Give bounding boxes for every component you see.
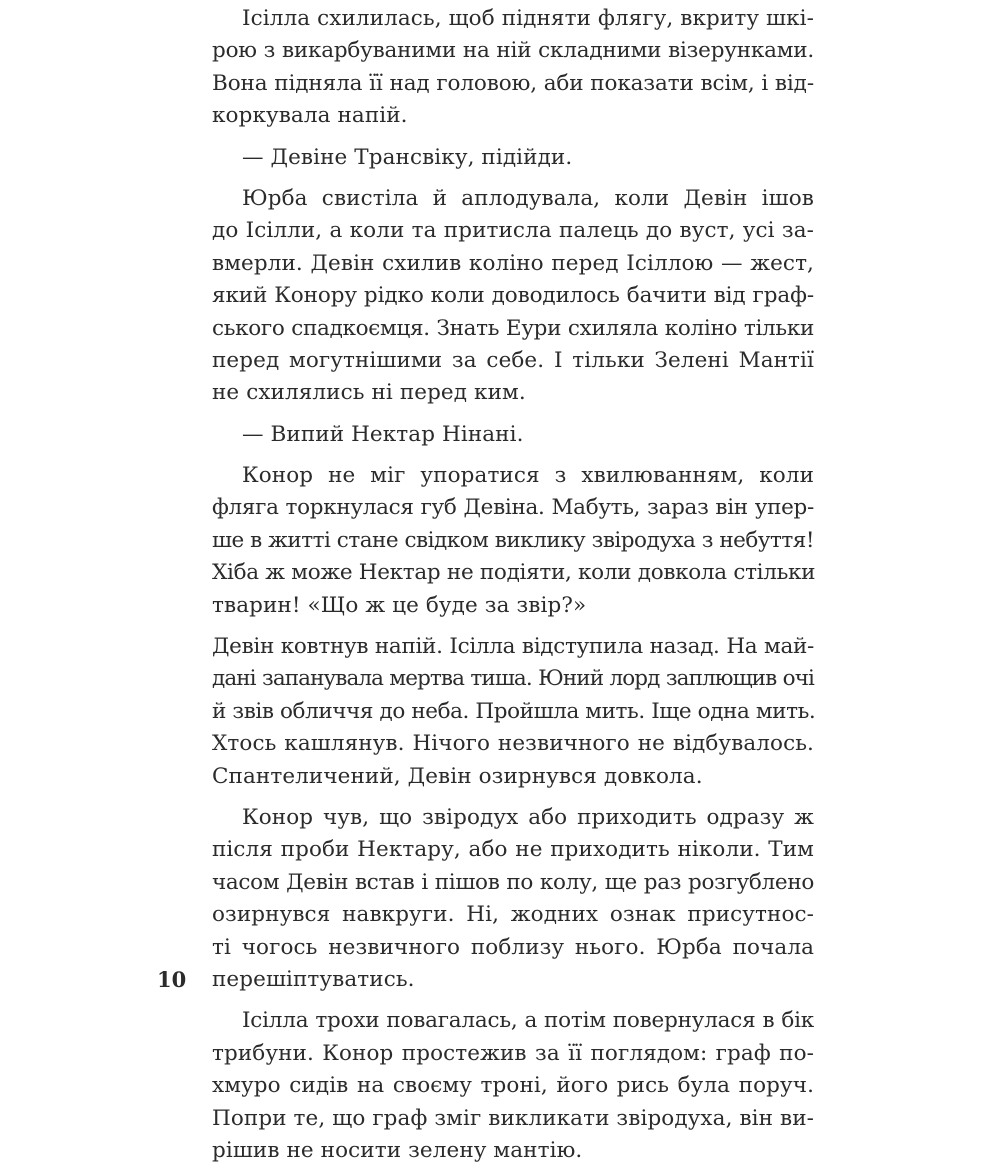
text-line: після проби Нектару, або не приходить ніколи. Тим bbox=[212, 837, 814, 863]
text-line: Попри те, що граф зміг викликати звіродуха, він ви- bbox=[212, 1105, 814, 1131]
text-line: Хтось кашлянув. Нічого незвичного не відбувалось. bbox=[212, 731, 814, 757]
text-line: який Конору рідко коли доводилось бачити від граф- bbox=[212, 283, 814, 309]
text-line: до Ісілли, а коли та притисла палець до вуст, усі за- bbox=[212, 218, 814, 244]
text-line: — Випий Нектар Нінані. bbox=[242, 421, 524, 447]
text-line: фляга торкнулася губ Девіна. Мабуть, зараз він упер- bbox=[212, 495, 814, 521]
text-line: Вона підняла її над головою, аби показати всім, і від- bbox=[212, 70, 814, 96]
body-text bbox=[212, 3, 814, 1167]
text-line: Конор чув, що звіродух або приходить одразу ж bbox=[242, 804, 814, 830]
text-line: перед могутнішими за себе. І тільки Зелені Мантії bbox=[212, 347, 814, 373]
text-line: коркувала напій. bbox=[212, 103, 408, 129]
text-line: — Девіне Трансвіку, підійди. bbox=[242, 144, 573, 170]
text-line: перешіптуватись. bbox=[212, 966, 415, 992]
text-line: вмерли. Девін схилив коліно перед Ісіллою — жест, bbox=[212, 250, 814, 276]
text-line: Ісілла трохи повагалась, а потім повернулася в бік bbox=[242, 1008, 814, 1034]
text-line: Девін ковтнув напій. Ісілла відступила назад. На май- bbox=[212, 634, 814, 660]
text-line: рою з викарбуваними на ній складними візерунками. bbox=[212, 38, 814, 64]
text-line: хмуро сидів на своєму троні, його рись була поруч. bbox=[212, 1073, 814, 1099]
text-line: Конор не міг упоратися з хвилюванням, коли bbox=[242, 463, 814, 489]
text-line: не схилялись ні перед ким. bbox=[212, 380, 526, 406]
text-line: ті чогось незвичного поблизу нього. Юрба почала bbox=[212, 934, 814, 960]
text-line: Ісілла схилилась, щоб підняти флягу, вкриту шкі- bbox=[242, 6, 814, 31]
text-line: часом Девін встав і пішов по колу, ще раз розгублено bbox=[212, 869, 814, 895]
text-line: трибуни. Конор простежив за її поглядом: граф по- bbox=[212, 1040, 814, 1066]
text-line: ше в житті стане свідком виклику звіродуха з небуття! bbox=[212, 527, 814, 553]
text-line: тварин! «Що ж це буде за звір?» bbox=[212, 592, 587, 618]
text-line: рішив не носити зелену мантію. bbox=[212, 1137, 583, 1163]
text-line: Спантеличений, Девін озирнувся довкола. bbox=[212, 763, 703, 789]
text-line: дані запанувала мертва тиша. Юний лорд заплющив очі bbox=[212, 666, 814, 692]
text-line: Хіба ж може Нектар не подіяти, коли довкола стільки bbox=[212, 560, 816, 586]
text-line: озирнувся навкруги. Ні, жодних ознак присутнос- bbox=[212, 902, 814, 928]
page-number: 10 bbox=[157, 967, 187, 992]
text-line: й звів обличчя до неба. Пройшла мить. Іще одна мить. bbox=[212, 698, 816, 724]
text-line: ського спадкоємця. Знать Еури схиляла коліно тільки bbox=[212, 315, 814, 341]
text-line: Юрба свистіла й аплодувала, коли Девін ішов bbox=[242, 185, 814, 211]
